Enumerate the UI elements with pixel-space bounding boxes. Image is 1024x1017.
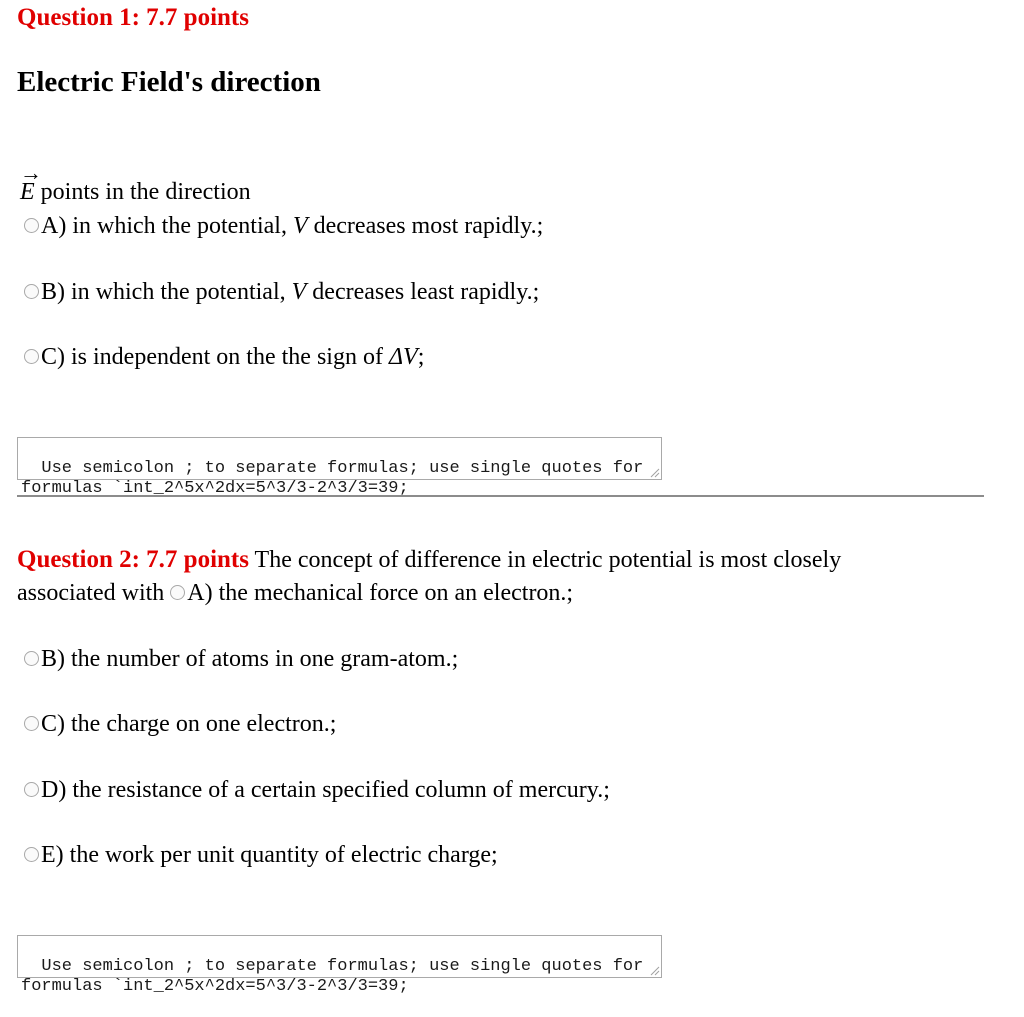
- option-b-variable: V: [291, 279, 307, 305]
- option-c-text: C) is independent on the the sign of: [41, 344, 389, 370]
- question-2-option-a[interactable]: [170, 580, 573, 606]
- question-2-stem-line-1: [17, 545, 841, 575]
- electric-field-vector-symbol: [20, 160, 42, 207]
- option-b-suffix: decreases least rapidly.;: [306, 279, 540, 305]
- question-2-stem-text-2: associated with: [17, 580, 171, 606]
- resize-grip-icon[interactable]: [649, 965, 660, 976]
- question-1-formula-input[interactable]: [17, 437, 662, 498]
- question-1-stem-text: points in the direction: [34, 179, 251, 205]
- radio-button-c[interactable]: [24, 716, 39, 731]
- resize-grip-icon[interactable]: [649, 467, 660, 478]
- option-a-suffix: decreases most rapidly.;: [307, 213, 544, 239]
- option-a-variable: V: [292, 213, 308, 239]
- question-2-option-e[interactable]: [24, 840, 498, 870]
- radio-button-a[interactable]: [170, 585, 185, 600]
- question-2-option-c[interactable]: [24, 709, 336, 739]
- question-1-stem: [20, 160, 251, 207]
- radio-button-d[interactable]: [24, 782, 39, 797]
- option-b-text: B) in which the potential,: [41, 279, 292, 305]
- question-2-stem-line-2: [17, 578, 573, 608]
- option-d-text: D) the resistance of a certain specified column of mercury.;: [41, 777, 610, 803]
- option-a-text: A) in which the potential,: [41, 213, 293, 239]
- radio-button-b[interactable]: [24, 284, 39, 299]
- question-1-header: Question 1: 7.7 points: [17, 4, 249, 31]
- vector-arrow-icon: →: [20, 160, 42, 185]
- question-2-formula-input[interactable]: [17, 935, 662, 996]
- question-1-title: Electric Field's direction: [17, 66, 321, 98]
- option-a-text: A) the mechanical force on an electron.;: [187, 580, 574, 606]
- option-c-variable: ΔV: [388, 344, 418, 370]
- question-1-option-b[interactable]: [24, 277, 539, 307]
- option-b-text: B) the number of atoms in one gram-atom.;: [41, 646, 459, 672]
- question-1-option-c[interactable]: [24, 342, 424, 372]
- option-c-text: C) the charge on one electron.;: [41, 711, 337, 737]
- radio-button-c[interactable]: [24, 349, 39, 364]
- question-1-option-a[interactable]: [24, 211, 543, 241]
- question-2-header: Question 2: 7.7 points: [17, 546, 249, 573]
- question-2-stem-text: The concept of difference in electric potential is most closely: [248, 547, 842, 573]
- radio-button-e[interactable]: [24, 847, 39, 862]
- vector-letter: E: [20, 179, 35, 205]
- formula-input-placeholder: Use semicolon ; to separate formulas; use single quotes for formulas `int_2^5x^2dx=5^3/3-2^3/3=39;: [21, 459, 654, 498]
- question-2-option-d[interactable]: [24, 775, 610, 805]
- radio-button-a[interactable]: [24, 218, 39, 233]
- option-e-text: E) the work per unit quantity of electric charge;: [41, 842, 498, 868]
- option-c-suffix: ;: [417, 344, 425, 370]
- radio-button-b[interactable]: [24, 651, 39, 666]
- formula-input-placeholder: Use semicolon ; to separate formulas; use single quotes for formulas `int_2^5x^2dx=5^3/3-2^3/3=39;: [21, 957, 654, 996]
- section-divider: [17, 495, 984, 497]
- question-2-option-b[interactable]: [24, 644, 458, 674]
